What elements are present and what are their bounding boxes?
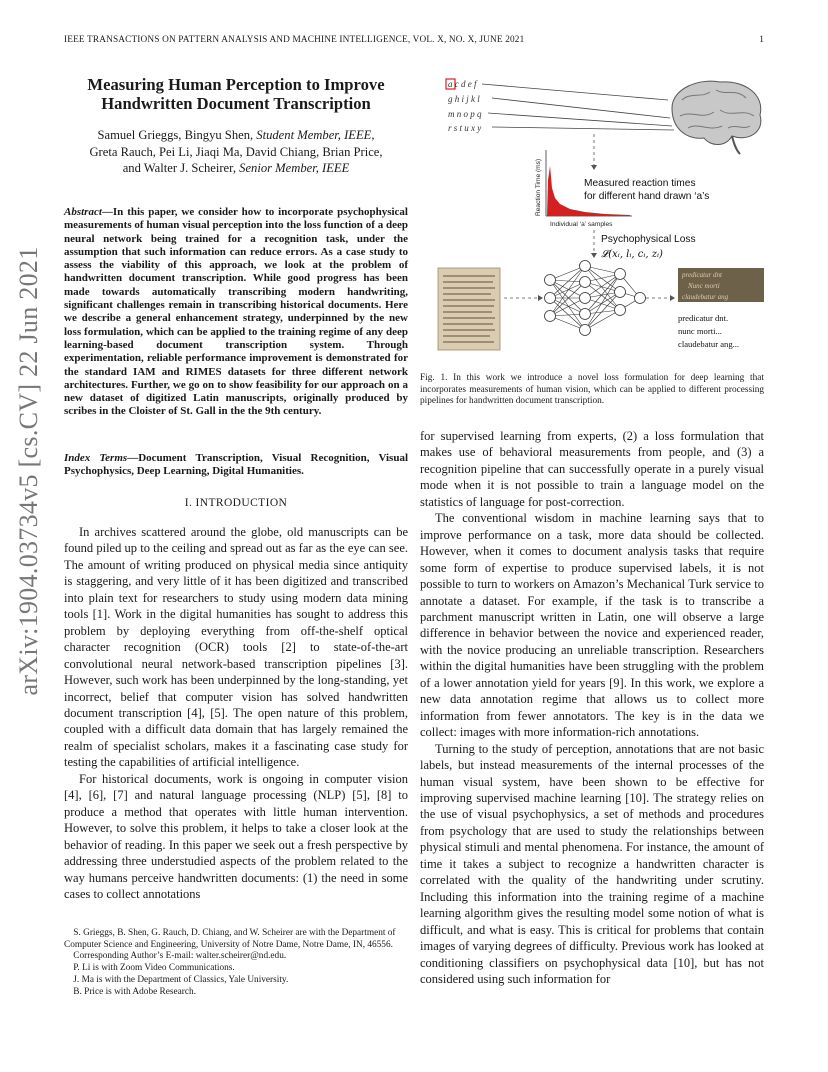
gaze-line xyxy=(492,127,674,130)
arrow-head xyxy=(538,295,543,301)
arrow-head xyxy=(591,253,597,258)
paragraph: For historical documents, work is ongoing in computer vision [4], [6], [7] and natural language processing (NLP) [5], [8] to produce a method that operates with little human intervention. However, to solve this problem, it helps to take a closer look at the behavior of reading. In this paper we seek out a fresh perspective by addressing three understudied aspects of the problem related to the way humans perceive handwritten documents: (1) the need in some cases to collect annotations xyxy=(64,771,408,901)
section-heading: I. INTRODUCTION xyxy=(184,497,288,509)
figure-1 xyxy=(420,70,770,370)
nn-node xyxy=(580,325,591,336)
paragraph: The conventional wisdom in machine learning says that to improve performance on a task, more data should be collected. However, when it comes to document analysis tasks that require some form of expertise to produce supervised labels, it is not possible to turn to workers on Amazon’s Mechanical Turk service to annotate a dataset. For example, if the task is to transcribe a parchment manuscript written in Latin, one will observe a large difference in behavior between the novice and experienced reader, with the novice producing an unreliable transcription. Researchers within the digital humanities have been struggling with the problem of a lower annotation yield for years [9]. In this work, we explore a new data annotation regime that allows us to collect more information from fewer annotators. The key is in the data we collect: images with more information-rich annotations. xyxy=(420,511,764,740)
measured-label-1: Measured reaction times xyxy=(584,178,696,189)
paragraph: Turning to the study of perception, annotations that are not basic labels, but instead measurements of the internal processes of the human visual system, have been shown to be effective for improving supervised machine learning [10]. The strategy relies on the use of visual psychophysics, a set of methods and procedures from psychology that are used to study the relationships between physical stimuli and mental phenomena. For instance, the amount of time it takes a subject to recognize a handwritten character is correlated with the quality of the handwriting under scrutiny. Including this information into the training regime of a machine learning algorithm gives the resulting model some notion of what is difficult, and what is easy. This is critical for problems that contain images of varying degrees of difficulty. Previous work has looked at conditioning classifiers on psychophysical data [10], but has not considered using such information for xyxy=(420,741,764,986)
page-number: 1 xyxy=(759,35,764,45)
footnote: P. Li is with Zoom Video Communications. xyxy=(73,963,235,974)
glyph-row-1: a c d e f xyxy=(448,79,477,89)
index-terms xyxy=(64,452,408,479)
figure-1-graphic xyxy=(420,70,770,370)
nn-node xyxy=(615,305,626,316)
glyph-row-2: g h i j k l xyxy=(448,94,480,104)
index-terms-label: Index Terms xyxy=(64,452,128,464)
paper-title: Measuring Human Perception to Improve Handwritten Document Transcription xyxy=(87,75,385,113)
gaze-line xyxy=(482,84,668,100)
y-axis-label: Reaction Time (ms) xyxy=(535,158,542,216)
authors-line-1-role: Student Member, IEEE, xyxy=(256,128,375,142)
nn-node xyxy=(545,311,556,322)
neural-network xyxy=(550,266,640,330)
footnote: S. Grieggs, B. Shen, G. Rauch, D. Chiang, and W. Scheirer are with the Department of Computer Science and Engineering, University of Notre Dame, Notre Dame, IN, 46556. xyxy=(64,928,396,950)
footnotes xyxy=(64,928,408,998)
arxiv-sidebar xyxy=(0,246,59,696)
transcription-line: claudebatur ang... xyxy=(678,339,740,349)
glyph-row-4: r s t u x y xyxy=(448,123,482,133)
authors-line-3: and Walter J. Scheirer, xyxy=(122,161,240,175)
loss-label: Psychophysical Loss xyxy=(601,234,696,245)
nn-node xyxy=(615,287,626,298)
nn-node xyxy=(545,293,556,304)
footnote: B. Price is with Adobe Research. xyxy=(73,986,196,997)
manuscript-line: predicatur dnt xyxy=(682,271,722,279)
figure-caption: Fig. 1. In this work we introduce a novel loss formulation for deep learning that incorporates measurements of human vision, which can be applied to different processing pipelines for handwritten document transcription. xyxy=(420,373,764,407)
running-title: IEEE TRANSACTIONS ON PATTERN ANALYSIS AND MACHINE INTELLIGENCE, VOL. X, NO. X, JUNE 2021 xyxy=(64,35,525,45)
manuscript-line: Nunc morti xyxy=(688,282,720,290)
abstract xyxy=(64,206,408,419)
nn-node xyxy=(580,277,591,288)
nn-node xyxy=(580,261,591,272)
x-axis-label: Individual ‘a’ samples xyxy=(550,221,613,228)
arrow-head xyxy=(670,295,675,301)
footnote: Corresponding Author’s E-mail: walter.scheirer@nd.edu. xyxy=(73,951,287,962)
paragraph: In archives scattered around the globe, old manuscripts can be found piled up to the ceiling and spread out as far as the eye can see. The amount of writing produced on physical media since antiquity is staggering, and very little of it has been digitized and transcribed into plain text for researchers to study using modern data mining tools [1]. Work in the digital humanities has sought to address this problem by deploying everything from off-the-shelf optical character recognition (OCR) tools [2] to state-of-the-art convolutional neural network-based transcription pipelines [3]. However, such work has been underpinned by the long-standing, yet incorrect, belief that computer vision has solved handwritten document transcription [4], [5]. The open nature of this problem, coupled with a difficult data domain that has largely remained the realm of specialist scholars, makes it a fascinating case study for testing the capabilities of artificial intelligence. xyxy=(64,525,408,770)
abstract-label: Abstract xyxy=(64,206,102,218)
running-header xyxy=(64,35,764,45)
nn-node xyxy=(615,269,626,280)
body-column-left xyxy=(64,524,408,902)
manuscript-image xyxy=(438,268,500,350)
transcription-line: nunc morti... xyxy=(678,326,722,336)
measured-label-2: for different hand drawn ‘a’s xyxy=(584,191,710,202)
manuscript-line: claudebatur ang xyxy=(682,293,729,301)
index-terms-text: —Document Transcription, Visual Recognition, Visual Psychophysics, Deep Learning, Digital Humanities. xyxy=(64,452,408,478)
loss-formula: 𝓛(xᵢ, lᵢ, cᵢ, zᵢ) xyxy=(601,249,663,260)
body-column-right xyxy=(420,428,764,987)
paragraph: for supervised learning from experts, (2) a loss formulation that makes use of behavioral measurements from people, and (3) a recognition pipeline that can successfully operate in a purely visual mode when it is not possible to train a language model on the statistics of language for post-correction. xyxy=(420,429,764,509)
output-manuscript-strip xyxy=(678,268,764,302)
nn-node xyxy=(635,293,646,304)
abstract-text: —In this paper, we consider how to incorporate psychophysical measurements of human visual perception into the loss function of a deep neural network being trained for a recognition task, under the assumption that such information can reduce errors. As a case study to assess the viability of this approach, we look at the problem of handwritten document transcription. While good progress has been made towards automatically transcribing modern handwriting, significant challenges remain in transcribing historical documents. Here we describe a general enhancement strategy, underpinned by the new loss formulation, which can be applied to the training regime of any deep learning-based document transcription system. Through experimentation, reliable performance improvement is demonstrated for the standard IAM and RIMES datasets for three different network architectures. Further, we go on to show feasibility for our approach on a new dataset of digitized Latin manuscripts, originally produced by scribes in the Cloister of St. Gall in the the 9th century. xyxy=(64,206,408,418)
authors-line-3-role: Senior Member, IEEE xyxy=(239,161,350,175)
footnote: J. Ma is with the Department of Classics, Yale University. xyxy=(73,974,289,985)
brain-icon xyxy=(672,81,761,154)
nn-node xyxy=(580,293,591,304)
glyph-row-3: m n o p q xyxy=(448,109,482,119)
author-block xyxy=(64,127,408,177)
arrow-head xyxy=(591,165,597,170)
authors-line-1: Samuel Grieggs, Bingyu Shen, xyxy=(97,128,257,142)
arxiv-id: arXiv:1904.03734v5 [cs.CV] 22 Jun 2021 xyxy=(14,246,43,696)
nn-node xyxy=(545,275,556,286)
transcription-line: predicatur dnt. xyxy=(678,313,729,323)
nn-node xyxy=(580,309,591,320)
authors-line-2: Greta Rauch, Pei Li, Jiaqi Ma, David Chiang, Brian Price, xyxy=(89,144,383,159)
